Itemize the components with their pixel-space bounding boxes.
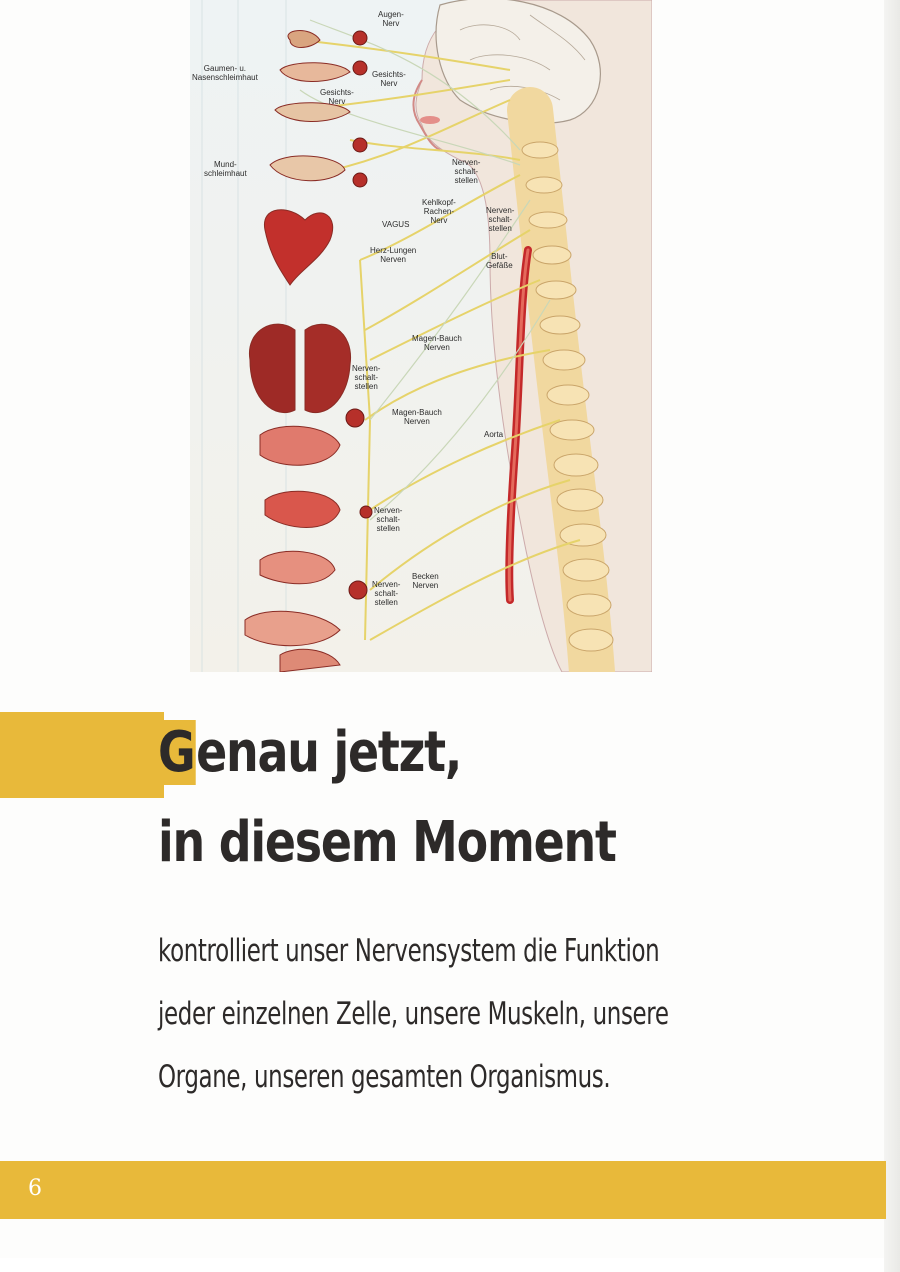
- label-nervenschaltstellen-1: Nerven- schalt- stellen: [452, 158, 481, 185]
- label-aorta: Aorta: [484, 430, 504, 439]
- label-magen-bauch-1: Magen-Bauch Nerven: [412, 334, 462, 352]
- label-gaumen: Gaumen- u. Nasenschleimhaut: [192, 64, 258, 82]
- body-line-3: Organe, unseren gesamten Organismus.: [158, 1059, 611, 1095]
- headline-initial: G: [158, 720, 195, 785]
- label-herz-lungen: Herz-Lungen Nerven: [370, 246, 417, 264]
- label-vagus: VAGUS: [382, 220, 410, 229]
- headline-line-1: [158, 708, 616, 798]
- label-nervenschaltstellen-4: Nerven- schalt- stellen: [374, 506, 403, 533]
- headline-line-2: in diesem Moment: [158, 810, 616, 875]
- body-paragraph: [158, 920, 669, 1109]
- page-edge-shadow: [884, 0, 900, 1272]
- headline-accent-band: [0, 712, 164, 798]
- headline-line-1-rest: enau jetzt,: [196, 720, 462, 785]
- label-kehlkopf: Kehlkopf- Rachen- Nerv: [422, 198, 456, 225]
- label-gesichts-nerv-1: Gesichts- Nerv: [372, 70, 406, 88]
- label-nervenschaltstellen-2: Nerven- schalt- stellen: [486, 206, 515, 233]
- label-augen-nerv: Augen- Nerv: [378, 10, 404, 28]
- body-line-1: kontrolliert unser Nervensystem die Funktion: [158, 933, 660, 969]
- label-blutgefaesse: Blut- Gefäße: [486, 252, 513, 270]
- label-magen-bauch-2: Magen-Bauch Nerven: [392, 408, 442, 426]
- label-gesichts-nerv-2: Gesichts- Nerv: [320, 88, 354, 106]
- nervous-system-illustration: [190, 0, 652, 672]
- body-line-2: jeder einzelnen Zelle, unsere Muskeln, unsere: [158, 996, 669, 1032]
- footer-band: [0, 1161, 886, 1219]
- headline: [158, 708, 616, 888]
- label-mundschleimhaut: Mund- schleimhaut: [204, 160, 247, 178]
- label-nervenschaltstellen-3: Nerven- schalt- stellen: [352, 364, 381, 391]
- label-becken: Becken Nerven: [412, 572, 439, 590]
- label-nervenschaltstellen-5: Nerven- schalt- stellen: [372, 580, 401, 607]
- page-number: 6: [28, 1176, 42, 1201]
